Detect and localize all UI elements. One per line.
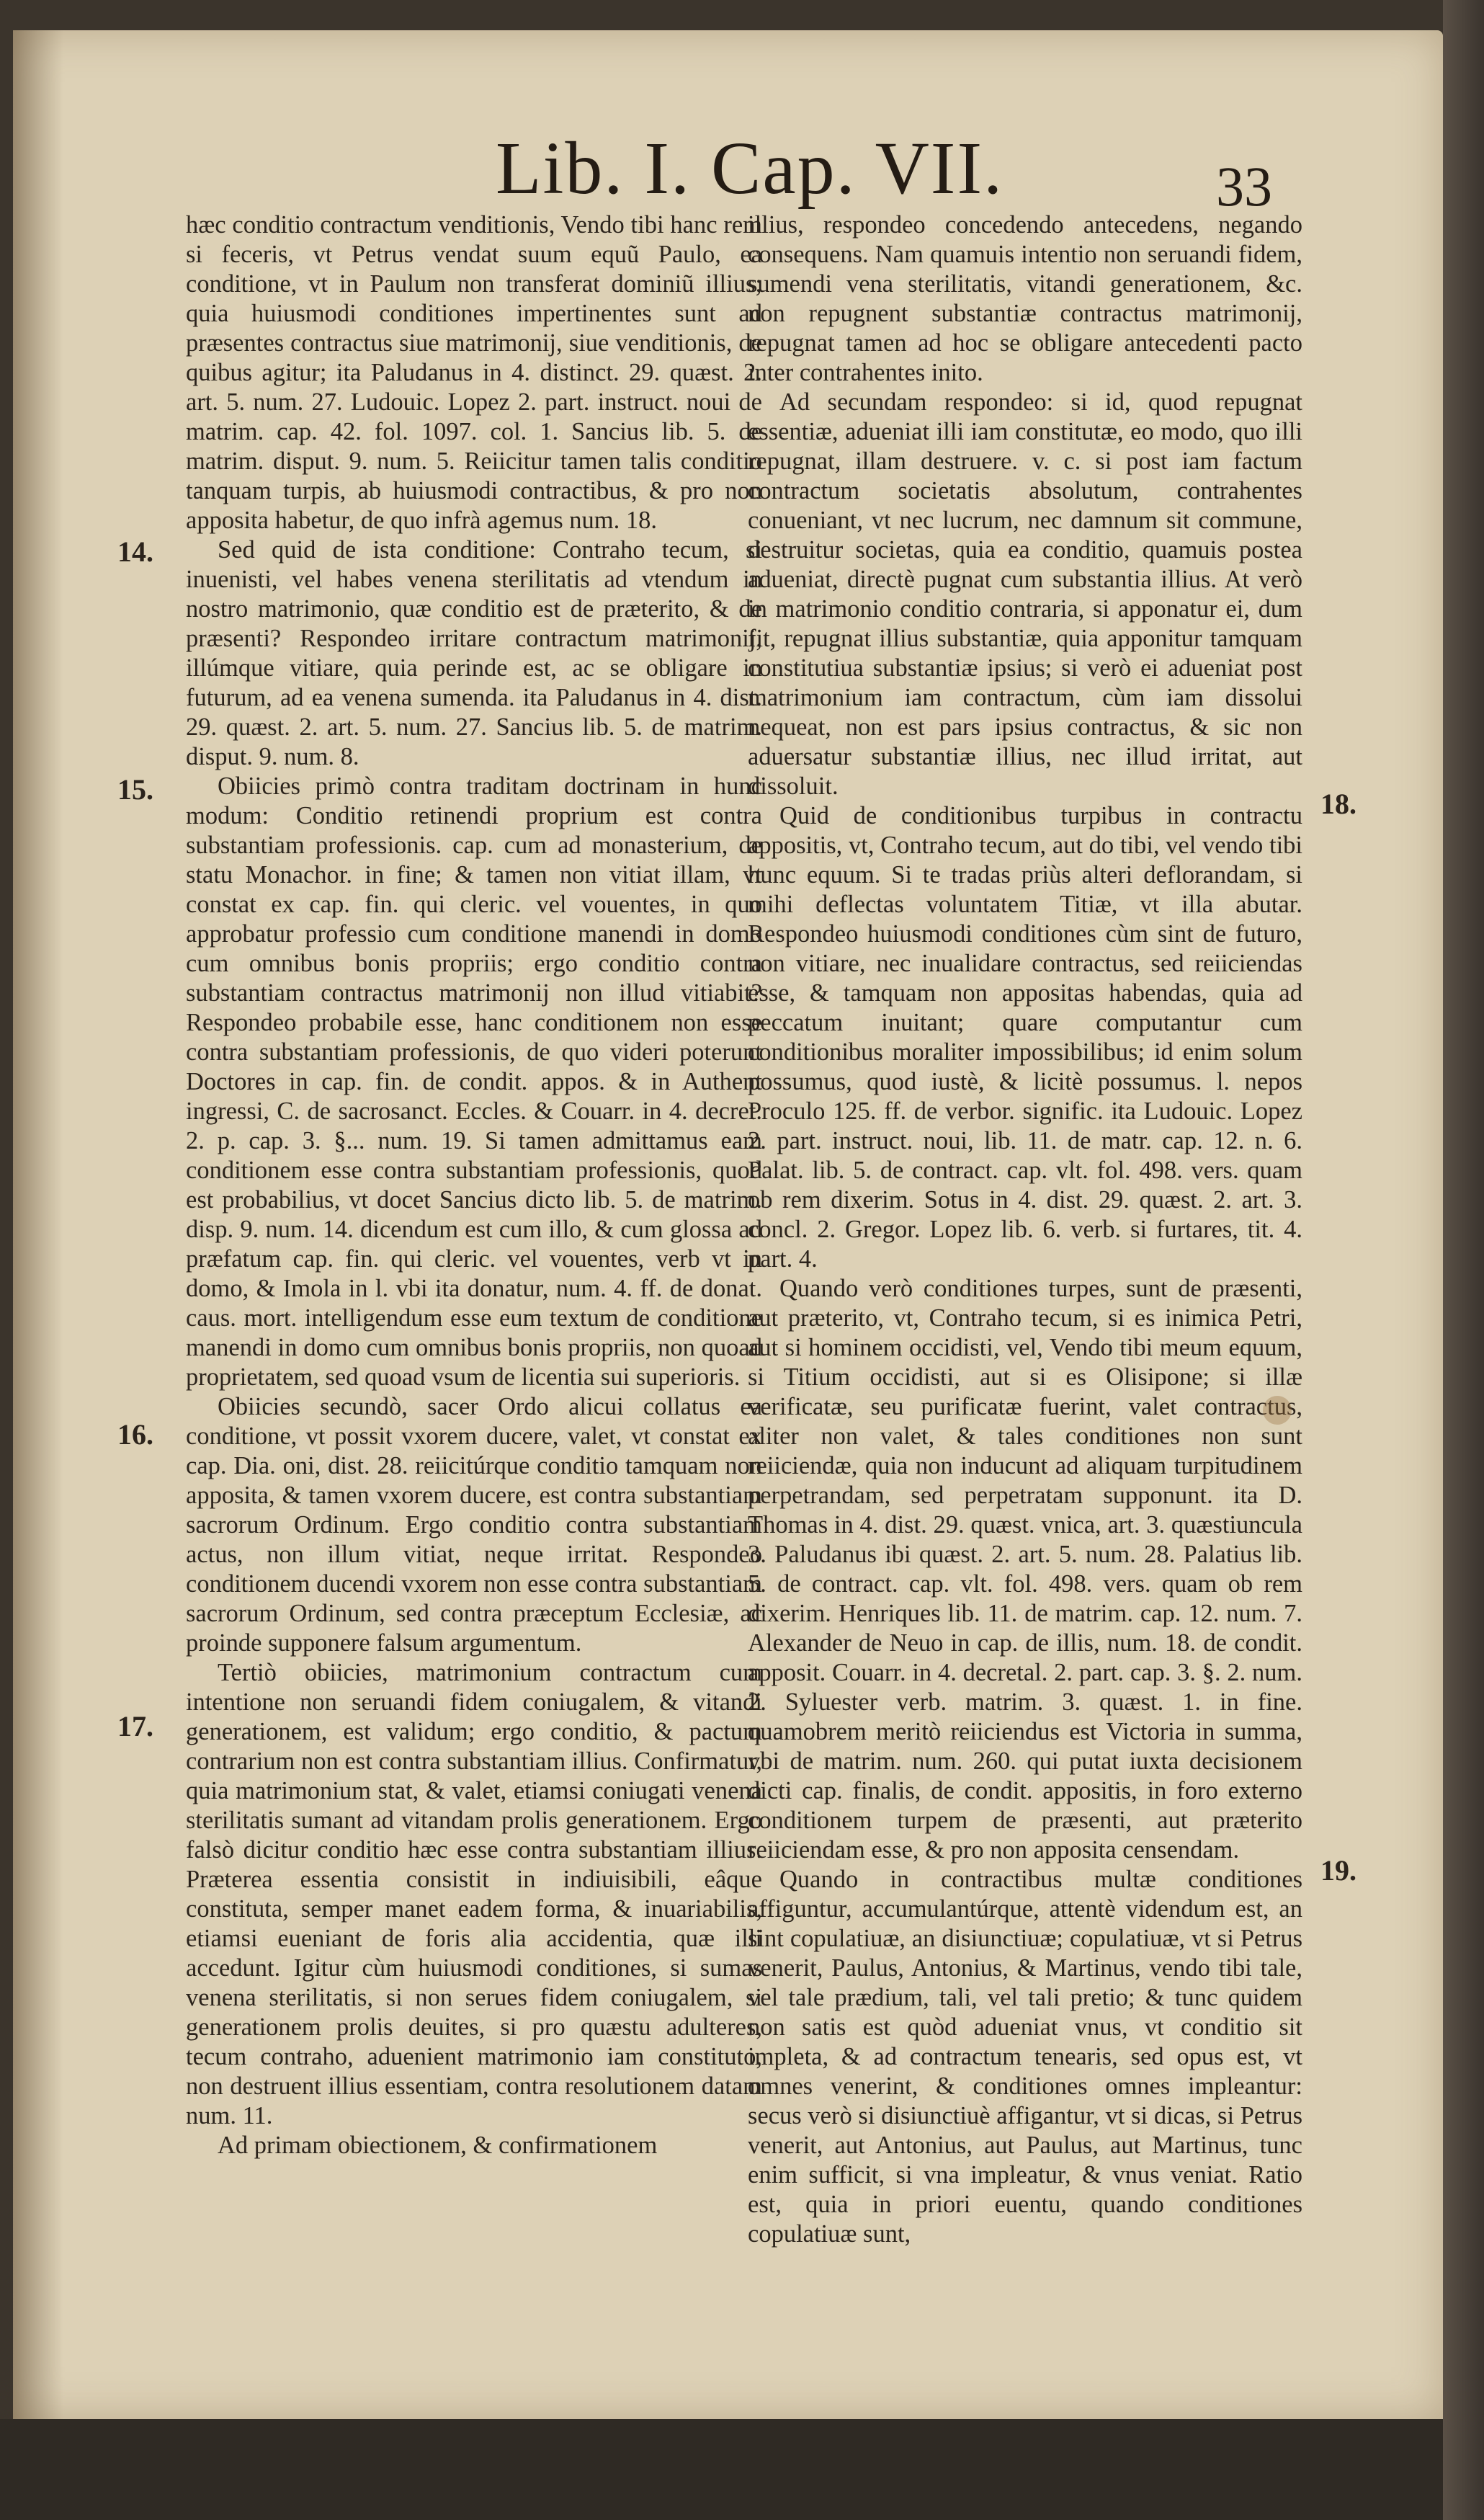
book-page	[13, 30, 1443, 2419]
running-title: Lib. I. Cap. VII.	[496, 127, 1004, 210]
marginal-number: 14.	[117, 535, 153, 568]
marginal-number: 19.	[1320, 1854, 1356, 1887]
paper-stain	[1263, 1396, 1292, 1425]
paragraph: illius, respondeo concedendo antecedens, negando consequens. Nam quamuis intentio non seruandi fidem, sumendi vena sterilitatis, vitandi generationem, &c. non repugnent substantiæ contractus matrimonij, repugnat tamen ad hoc se obligare antecedenti pacto inter contrahentes inito.	[748, 211, 1302, 386]
marginal-number: 15.	[117, 773, 153, 806]
paragraph: Tertiò obiicies, matrimonium contractum cum intentione non seruandi fidem coniugalem, & vitandi generationem, est validum; ergo conditio, & pactum contrarium non est contra substantiam illius. Confirmatur, quia matrimonium stat, & valet, etiamsi coniugati venena sterilitatis sumant ad vitandam prolis generationem. Ergo falsò dicitur conditio hæc esse contra substantiam illius. Præterea essentia consistit in indiuisibili, eâque constituta, semper manet eadem forma, & inuariabilis, etiamsi eueniant de foris alia accidentia, quæ illi accedunt. Igitur cùm huiusmodi conditiones, si sumas venena sterilitatis, si non serues fidem coniugalem, si generationem prolis deuites, si pro quæstu adulteres, tecum contraho, aduenient matrimonio iam constituto, non destruent illius essentiam, contra resolutionem datam num. 11.	[186, 1659, 762, 2129]
paragraph: Obiicies secundò, sacer Ordo alicui collatus ea conditione, vt possit vxorem ducere, valet, vt constat ex cap. Dia. oni, dist. 28. reiicitúrque conditio tamquam non apposita, & tamen vxorem ducere, est contra substantiam sacrorum Ordinum. Ergo conditio contra substantiam actus, non illum vitiat, neque irritat. Respondeo conditionem ducendi vxorem non esse contra substantiam sacrorum Ordinum, sed contra præceptum Ecclesiæ, ac proinde supponere falsum argumentum.	[186, 1393, 762, 1657]
book-edge	[1443, 0, 1484, 2520]
paragraph: Quid de conditionibus turpibus in contractu appositis, vt, Contraho tecum, aut do tibi, vel vendo tibi hunc equum. Si te tradas priùs alteri deflorandam, si mihi deflectas voluntatem Titiæ, vt illa abutar. Respondeo huiusmodi conditiones cùm sint de futuro, non vitiare, nec inualidare contractus, sed reiiciendas esse, & tamquam non appositas habendas, quia ad peccatum inuitant; quare computantur cum conditionibus moraliter impossibilibus; id enim solum possumus, quod iustè, & licitè possumus. l. nepos Proculo 125. ff. de verbor. signific. ita Ludouic. Lopez 2. part. instruct. noui, lib. 11. de matr. cap. 12. n. 6. Palat. lib. 5. de contract. cap. vlt. fol. 498. vers. quam ob rem dixerim. Sotus in 4. dist. 29. quæst. 2. art. 3. concl. 2. Gregor. Lopez lib. 6. verb. si furtares, tit. 4. part. 4.	[748, 802, 1302, 1273]
marginal-number: 17.	[117, 1710, 153, 1742]
paragraph: Quando verò conditiones turpes, sunt de præsenti, aut præterito, vt, Contraho tecum, si es inimica Petri, aut si hominem occidisti, vel, Vendo tibi meum equum, si Titium occidisti, aut si es Olisipone; si illæ verificatæ, seu purificatæ fuerint, valet contractus, aliter non valet, & tales conditiones non sunt reiiciendæ, quia non inducunt ad aliquam turpitudinem perpetrandam, sed perpetratam supponunt. ita D. Thomas in 4. dist. 29. quæst. vnica, art. 3. quæstiuncula 3. Paludanus ibi quæst. 2. art. 5. num. 28. Palatius lib. 5. de contract. cap. vlt. fol. 498. vers. quam ob rem dixerim. Henriques lib. 11. de matrim. cap. 12. num. 7. Alexander de Neuo in cap. de illis, num. 18. de condit. apposit. Couarr. in 4. decretal. 2. part. cap. 3. §. 2. num. 2. Syluester verb. matrim. 3. quæst. 1. in fine. quamobrem meritò reiiciendus est Victoria in summa, vbi de matrim. num. 260. qui putat iuxta decisionem dicti cap. finalis, de condit. appositis, in foro externo conditionem turpem de præsenti, aut præterito reiiciendam esse, & pro non apposita censendam.	[748, 1275, 1302, 1864]
paragraph: Quando in contractibus multæ conditiones affiguntur, accumulantúrque, attentè videndum est, an sint copulatiuæ, an disiunctiuæ; copulatiuæ, vt si Petrus venerit, Paulus, Antonius, & Martinus, vendo tibi tale, vel tale prædium, tali, vel tali pretio; & tunc quidem non satis est quòd adueniat vnus, vt conditio sit impleta, & ad contractum tenearis, sed opus est, vt omnes venerint, & conditiones omnes impleantur: secus verò si disiunctiuè affigantur, vt si dicas, si Petrus venerit, aut Antonius, aut Paulus, aut Martinus, tunc enim sufficit, si vna impleatur, & vnus veniat. Ratio est, quia in priori euentu, quando conditiones copulatiuæ sunt,	[748, 1866, 1302, 2248]
marginal-number: 18.	[1320, 788, 1356, 820]
marginal-number: 16.	[117, 1418, 153, 1451]
gutter-shadow	[13, 30, 63, 2419]
paragraph: Ad secundam respondeo: si id, quod repugnat essentiæ, adueniat illi iam constitutæ, eo modo, quo illi repugnat, illam destruere. v. c. si post iam factum contractum societatis absolutum, contrahentes conueniant, vt nec lucrum, nec damnum sit commune, destruitur societas, quia ea conditio, quamuis postea adueniat, directè pugnat cum substantia illius. At verò in matrimonio conditio contraria, si apponatur ei, dum fit, repugnat illius substantiæ, quia apponitur tamquam constitutiua substantiæ ipsius; si verò ei adueniat post matrimonium iam contractum, cùm iam dissolui nequeat, non est pars ipsius contractus, & sic non aduersatur substantiæ illius, nec illud irritat, aut dissoluit.	[748, 388, 1302, 800]
paragraph: Sed quid de ista conditione: Contraho tecum, si inuenisti, vel habes venena sterilitatis ad vtendum in nostro matrimonio, quæ conditio est de præterito, & de præsenti? Respondeo irritare contractum matrimonij, illúmque vitiare, quia perinde est, ac se obligare in futurum, ad ea venena sumenda. ita Paludanus in 4. dist. 29. quæst. 2. art. 5. num. 27. Sancius lib. 5. de matrim. disput. 9. num. 8.	[186, 536, 762, 770]
scan-bottom-border	[0, 2419, 1443, 2520]
page-header	[13, 97, 1443, 218]
left-column	[186, 210, 762, 2160]
paragraph: Obiicies primò contra traditam doctrinam in hunc modum: Conditio retinendi proprium est contra substantiam professionis. cap. cum ad monasterium, de statu Monachor. in fine; & tamen non vitiat illam, vt constat ex cap. fin. qui cleric. vel vouentes, in quo approbatur professio cum conditione manendi in domo cum omnibus bonis propriis; ergo conditio contra substantiam contractus matrimonij non illud vitiabit? Respondeo probabile esse, hanc conditionem non esse contra substantiam professionis, de quo videri poterunt Doctores in cap. fin. de condit. appos. & in Authent ingressi, C. de sacrosanct. Eccles. & Couarr. in 4. decret. 2. p. cap. 3. §... num. 19. Si tamen admittamus eam conditionem esse contra substantiam professionis, quod est probabilius, vt docet Sancius dicto lib. 5. de matrim. disp. 9. num. 14. dicendum est cum illo, & cum glossa ad præfatum cap. fin. qui cleric. vel vouentes, verb vt in domo, & Imola in l. vbi ita donatur, num. 4. ff. de donat. caus. mort. intelligendum esse eum textum de conditione manendi in domo cum omnibus bonis propriis, non quoad proprietatem, sed quoad vsum de licentia sui superioris.	[186, 773, 762, 1391]
page-number: 33	[1216, 155, 1272, 218]
paragraph: hæc conditio contractum venditionis, Vendo tibi hanc rem si feceris, vt Petrus vendat suum equũ Paulo, ea conditione, vt in Paulum non transferat dominiũ illius; quia huiusmodi conditiones impertinentes sunt ad præsentes contractus siue matrimonij, siue venditionis, de quibus agitur; ita Paludanus in 4. distinct. 29. quæst. 2. art. 5. num. 27. Ludouic. Lopez 2. part. instruct. noui de matrim. cap. 42. fol. 1097. col. 1. Sancius lib. 5. de matrim. disput. 9. num. 5. Reiicitur tamen talis conditio tanquam turpis, ab huiusmodi contractibus, & pro non apposita habetur, de quo infrà agemus num. 18.	[186, 211, 762, 534]
right-column	[748, 210, 1302, 2249]
paragraph: Ad primam obiectionem, & confirmationem	[218, 2132, 658, 2159]
